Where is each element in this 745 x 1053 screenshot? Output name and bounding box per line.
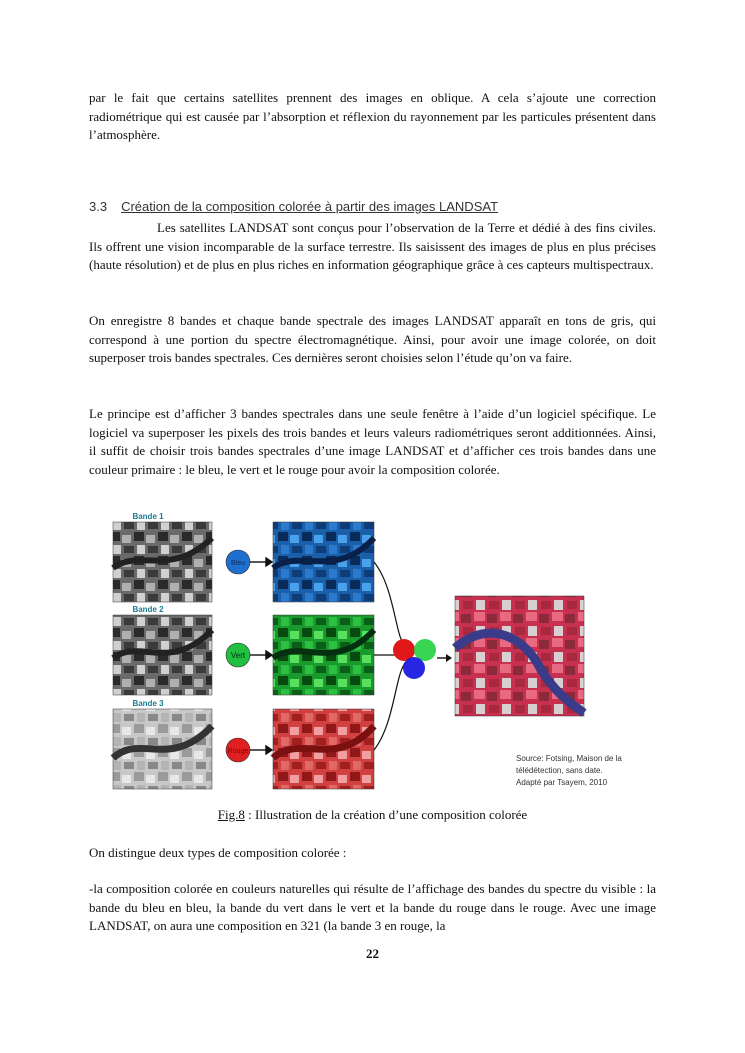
paragraph-natural-colors: -la composition colorée en couleurs naturelles qui résulte de l’affichage des bandes du spectre du visible : la bande du bleu en bleu, la bande du vert dans le vert et la bande du rouge dans le rouge. Avec une image LANDSAT, on aura une composition en 321 (la bande 3 en rouge, la [89,881,656,934]
figure-caption-text: : Illustration de la création d’une composition colorée [244,807,528,822]
section-heading [89,199,498,214]
source-line-2: télédétection, sans date. [516,766,603,775]
arrowhead-composite [446,654,452,662]
paragraph-principle: Le principe est d’afficher 3 bandes spectrales dans une seule fenêtre à l’aide d’un logiciel spécifique. Le logiciel va superposer les pixels des trois bandes et leurs valeurs radiométriques seront additionnées. Ainsi, il suffit de choisir trois bandes spectrales d’une image LANDSAT et d’afficher ces trois bandes dans une couleur primaire : le bleu, le vert et le rouge pour avoir la composition colorée. [89,406,656,477]
composition-figure [110,508,640,793]
figure-caption [0,807,745,823]
band-1-label: Bande 1 [132,512,164,521]
paragraph-bands: On enregistre 8 bandes et chaque bande spectrale des images LANDSAT apparaît en tons de gris, qui correspond à une portion du spectre électromagnétique. Ainsi, pour avoir une image colorée, on doit superposer trois bandes spectrales. Ces dernières seront choisies selon l’étude qu’on va faire. [89,313,656,366]
paragraph-intro: par le fait que certains satellites prennent des images en oblique. A cela s’ajoute une correction radiométrique qui est causée par l’absorption et réflexion du rayonnement par les particules présentent dans l’atmosphère. [89,90,656,143]
arrowhead-red [266,746,272,754]
arrowhead-blue [266,558,272,566]
paragraph-landsat-text: Les satellites LANDSAT sont conçus pour l’observation de la Terre et dédié à des fins civiles. Ils offrent une vision incomparable de la surface terrestre. Ils saisissent des images de plus en plus précises (haute résolution) et de plus en plus riches en information géographique grâce à ces capteurs multispectraux. [89,220,656,273]
band-3-label: Bande 3 [132,699,164,708]
source-line-3: Adapté par Tsayem, 2010 [516,778,608,787]
blue-channel-label: Bleu [230,560,246,567]
converge-line-bottom [374,662,406,750]
green-channel-label: Vert [230,651,246,660]
red-channel-label: Rouge [227,748,249,755]
page-number: 22 [366,946,379,961]
arrowhead-green [266,651,272,659]
paragraph-types: On distingue deux types de composition colorée : [89,845,347,860]
converge-line-top [374,562,406,648]
section-number: 3.3 [89,199,108,214]
band-2-label: Bande 2 [132,605,164,614]
section-title: Création de la composition colorée à partir des images LANDSAT [121,199,499,214]
figure-label: Fig.8 [217,807,245,822]
mix-blue-circle [403,657,425,679]
paragraph-landsat [89,219,656,275]
source-line-1: Source: Fotsing, Maison de la [516,754,622,763]
